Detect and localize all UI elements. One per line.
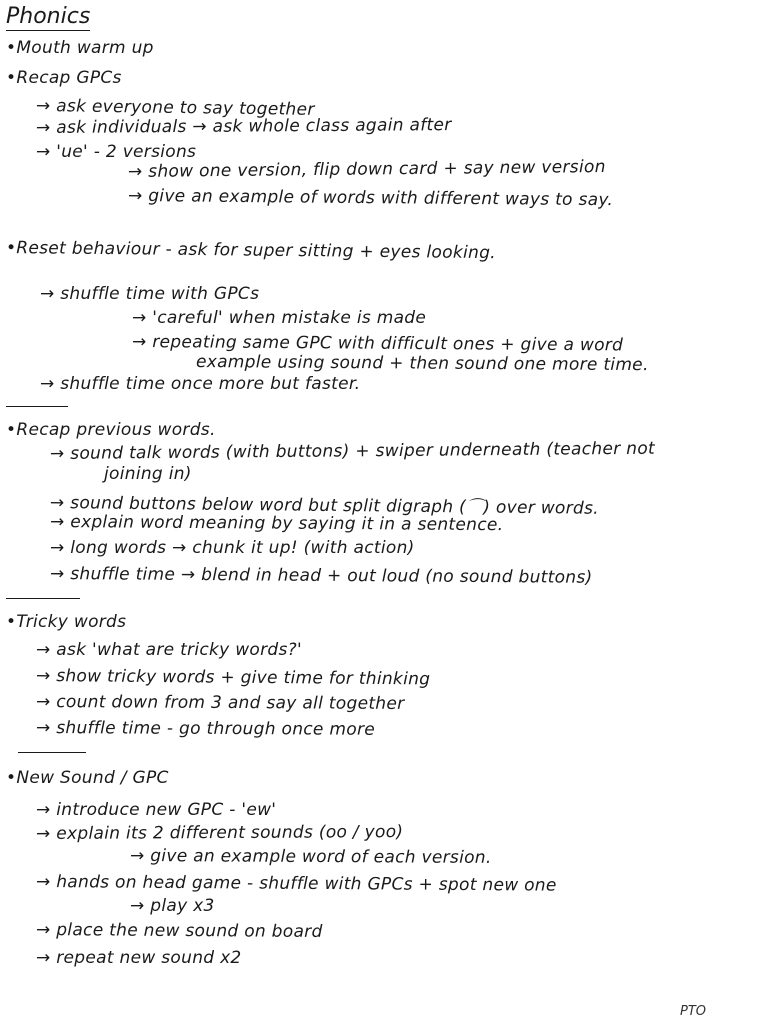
- note-line: → place the new sound on board: [35, 920, 323, 943]
- note-line: → count down from 3 and say all together: [35, 692, 405, 714]
- page-title: Phonics: [6, 4, 91, 29]
- section-divider: [18, 752, 86, 753]
- note-line: •Recap GPCs: [6, 68, 122, 88]
- note-line: → show one version, flip down card + say new version: [127, 156, 606, 182]
- note-line: → hands on head game - shuffle with GPCs + spot new one: [35, 872, 557, 896]
- section-divider: [6, 598, 80, 599]
- note-line: → repeating same GPC with difficult ones + give a word: [131, 332, 624, 356]
- note-line: example using sound + then sound one more time.: [195, 352, 649, 376]
- note-line: → shuffle time - go through once more: [35, 718, 376, 740]
- note-line: → give an example of words with different ways to say.: [127, 186, 614, 211]
- note-line: → shuffle time with GPCs: [40, 284, 260, 304]
- page-turn-note: PTO: [680, 1004, 707, 1019]
- note-line: → sound buttons below word but split digraph (⌒) over words.: [49, 493, 600, 519]
- note-line: → ask everyone to say together: [35, 96, 315, 120]
- note-line: → play x3: [130, 896, 215, 916]
- note-line: → explain its 2 different sounds (oo / yoo): [35, 822, 404, 844]
- note-line: •Reset behaviour - ask for super sitting + eyes looking.: [5, 238, 497, 264]
- note-line: → shuffle time once more but faster.: [40, 374, 361, 394]
- note-line: → 'ue' - 2 versions: [36, 142, 197, 162]
- note-line: → give an example word of each version.: [129, 846, 492, 868]
- note-line: → ask 'what are tricky words?': [36, 640, 302, 660]
- note-line: joining in): [104, 464, 192, 484]
- note-line: → ask individuals → ask whole class again after: [35, 115, 452, 138]
- note-line: → sound talk words (with buttons) + swiper underneath (teacher not: [49, 438, 656, 464]
- note-line: → 'careful' when mistake is made: [132, 308, 427, 328]
- note-line: → long words → chunk it up! (with action): [50, 538, 415, 558]
- note-line: •New Sound / GPC: [6, 768, 169, 788]
- note-line: •Mouth warm up: [6, 38, 154, 58]
- section-divider: [6, 406, 68, 407]
- note-line: •Recap previous words.: [6, 420, 216, 440]
- note-line: → explain word meaning by saying it in a sentence.: [49, 512, 504, 536]
- note-line: → introduce new GPC - 'ew': [36, 800, 277, 820]
- note-line: •Tricky words: [6, 612, 127, 632]
- note-line: → repeat new sound x2: [36, 948, 242, 968]
- note-line: → show tricky words + give time for thinking: [35, 666, 431, 690]
- note-line: → shuffle time → blend in head + out loud (no sound buttons): [49, 564, 593, 588]
